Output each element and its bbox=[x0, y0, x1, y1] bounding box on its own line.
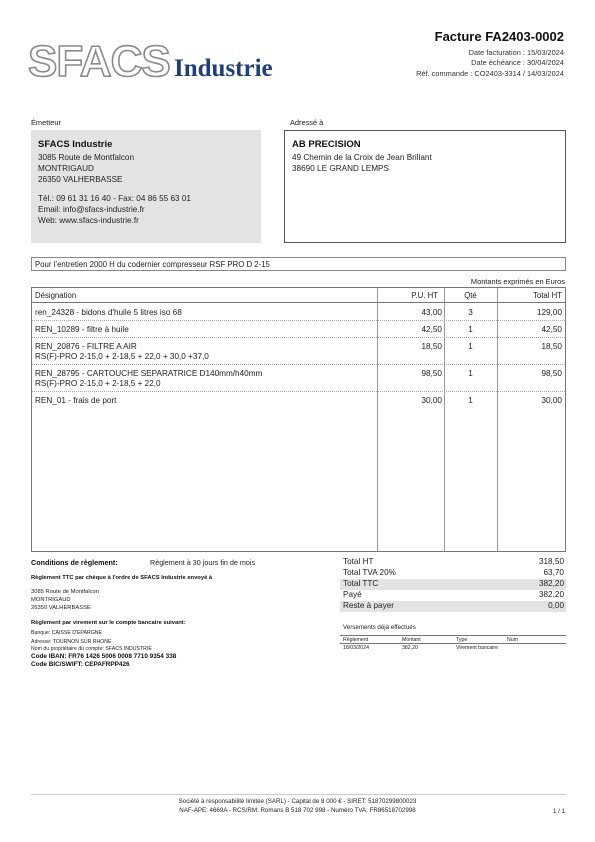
row-designation: REN_20876 - FILTRE A AIR bbox=[35, 342, 137, 351]
payment-terms: Règlement à 30 jours fin de mois bbox=[150, 558, 256, 567]
total-tva-row bbox=[340, 568, 566, 579]
table-row bbox=[32, 338, 565, 365]
row-unit-price: 30,00 bbox=[421, 396, 442, 405]
bic-code: Code BIC/SWIFT: CEPAFRPP426 bbox=[31, 661, 130, 668]
logo-word: Industrie bbox=[174, 55, 273, 82]
total-ttc-label: Total TTC bbox=[343, 579, 379, 588]
header-quantity: Qté bbox=[464, 291, 477, 300]
sender-name: SFACS Industrie bbox=[38, 139, 113, 150]
payments-header bbox=[340, 636, 566, 644]
currency-note: Montants exprimés en Euros bbox=[470, 277, 565, 286]
remaining-value: 0,00 bbox=[548, 601, 564, 610]
payment-date: 18/03/2024 bbox=[343, 645, 369, 651]
row-designation-detail: RS(F)-PRO 2-15,0 + 2-18,5 + 22,0 bbox=[35, 379, 161, 388]
invoice-date: Date facturation : 15/03/2024 bbox=[468, 48, 564, 57]
header-unit-price: P.U. HT bbox=[411, 291, 438, 300]
row-unit-price: 43,00 bbox=[421, 308, 442, 317]
row-unit-price: 98,50 bbox=[421, 369, 442, 378]
order-reference: Réf. commande : CO2403-3314 / 14/03/2024 bbox=[416, 69, 564, 78]
payment-type: Virement bancaire bbox=[456, 645, 499, 651]
sender-address: 3085 Route de Montfalcon bbox=[38, 153, 135, 162]
header-designation: Désignation bbox=[35, 291, 77, 300]
header-total: Total HT bbox=[532, 291, 562, 300]
payments-title: Versements déjà effectués bbox=[343, 624, 416, 631]
row-designation-detail: RS(F)-PRO 2-15,0 + 2-18,5 + 22,0 + 30,0 +37,0 bbox=[35, 352, 209, 361]
page-number: 1 / 1 bbox=[552, 808, 565, 815]
total-ht-value: 318,50 bbox=[538, 557, 564, 566]
payments-header-date: Règlement bbox=[343, 637, 369, 643]
recipient-address: 49 Chemin de la Croix de Jean Brillant bbox=[292, 153, 432, 162]
row-quantity: 1 bbox=[468, 342, 473, 351]
transfer-title: Règlement par virement sur le compte bancaire suivant: bbox=[31, 620, 186, 626]
payment-terms-label: Conditions de règlement: bbox=[31, 558, 118, 567]
remaining-row bbox=[340, 601, 566, 612]
sender-phone-fax: Tél.: 09 61 31 16 40 - Fax: 04 86 55 63 01 bbox=[38, 193, 191, 203]
sender-label: Émetteur bbox=[31, 118, 61, 127]
iban-code: Code IBAN: FR76 1426 5006 0008 7710 9354 338 bbox=[31, 653, 177, 660]
row-designation: REN_10289 - filtre à huile bbox=[35, 325, 129, 334]
row-total: 129,00 bbox=[536, 308, 562, 317]
table-row bbox=[32, 321, 565, 338]
payments-header-type: Type bbox=[456, 637, 468, 643]
row-total: 18,50 bbox=[541, 342, 562, 351]
items-table bbox=[31, 287, 566, 552]
invoice-title: Facture FA2403-0002 bbox=[434, 29, 564, 44]
total-tva-value: 63,70 bbox=[543, 568, 564, 577]
total-ht-label: Total HT bbox=[343, 557, 374, 566]
sender-zip-city: 26350 VALHERBASSE bbox=[38, 175, 123, 185]
footer-divider bbox=[31, 794, 566, 795]
row-designation: REN_28795 - CARTOUCHE SEPARATRICE D140mm/h40mm bbox=[35, 369, 263, 378]
table-row bbox=[32, 365, 565, 392]
totals-block bbox=[340, 557, 566, 612]
footer-legal-1: Société à responsabilité limitée (SARL) - Capital de 8 000 € - SIRET: 51870299800023 bbox=[178, 798, 417, 805]
row-unit-price: 42,50 bbox=[421, 325, 442, 334]
recipient-block bbox=[284, 130, 566, 243]
logo-mark: SFACS bbox=[28, 37, 170, 84]
footer-legal-2: NAF-APE: 4669A - RCS/RM: Romans B 518 702 998 - Numéro TVA: FR86518702998 bbox=[179, 807, 416, 814]
payment-row bbox=[340, 644, 566, 652]
row-total: 42,50 bbox=[541, 325, 562, 334]
bank-name: Banque: CAISSE D'EPARGNE bbox=[31, 630, 102, 636]
recipient-name: AB PRECISION bbox=[292, 139, 361, 150]
row-quantity: 1 bbox=[468, 325, 473, 334]
cheque-title: Règlement TTC par chèque à l'ordre de SFACS Industrie envoyé à bbox=[31, 575, 213, 581]
remaining-label: Reste à payer bbox=[343, 601, 394, 610]
total-ttc-value: 382,20 bbox=[538, 579, 564, 588]
total-ttc-row bbox=[340, 579, 566, 590]
table-header bbox=[32, 288, 565, 303]
total-tva-label: Total TVA 20% bbox=[343, 568, 396, 577]
sender-web: Web: www.sfacs-industrie.fr bbox=[38, 216, 139, 226]
due-date: Date échéance : 30/04/2024 bbox=[471, 58, 564, 67]
cheque-address-zip: 26350 VALHERBASSE bbox=[31, 605, 91, 611]
account-holder: Nom du propriétaire du compte: SFACS INDUSTRIE bbox=[31, 646, 152, 652]
row-unit-price: 18,50 bbox=[421, 342, 442, 351]
payments-header-amount: Montant bbox=[402, 637, 421, 643]
paid-value: 382,20 bbox=[538, 590, 564, 599]
table-row bbox=[32, 392, 565, 409]
row-quantity: 3 bbox=[468, 308, 473, 317]
bank-details bbox=[31, 630, 176, 669]
sender-city: MONTRIGAUD bbox=[38, 164, 94, 174]
payments-table bbox=[340, 635, 566, 652]
recipient-zip-city: 38690 LE GRAND LEMPS bbox=[292, 164, 389, 174]
payments-header-num: Num bbox=[507, 637, 518, 643]
row-total: 98,50 bbox=[541, 369, 562, 378]
cheque-address-city: MONTRIGAUD bbox=[31, 597, 71, 603]
cheque-address-street: 3085 Route de Montfalcon bbox=[31, 589, 100, 595]
recipient-label: Adressé à bbox=[290, 118, 324, 127]
company-logo bbox=[28, 34, 288, 84]
sender-block bbox=[31, 130, 261, 243]
paid-label: Payé bbox=[343, 590, 362, 599]
payment-amount: 382,20 bbox=[402, 645, 418, 651]
row-designation: ren_24328 - bidons d'huile 5 litres iso 68 bbox=[35, 308, 182, 317]
total-ht-row bbox=[340, 557, 566, 568]
paid-row bbox=[340, 590, 566, 601]
row-total: 30,00 bbox=[541, 396, 562, 405]
row-quantity: 1 bbox=[468, 369, 473, 378]
row-quantity: 1 bbox=[468, 396, 473, 405]
table-row bbox=[32, 304, 565, 321]
cheque-address bbox=[31, 588, 99, 612]
sender-email: Email: info@sfacs-industrie.fr bbox=[38, 204, 145, 214]
bank-address: Adresse: TOURNON SUR RHONE bbox=[31, 639, 112, 645]
row-designation: REN_01 - frais de port bbox=[35, 396, 117, 405]
invoice-subject: Pour l’entretien 2000 H du codernier compresseur RSF PRO D 2-15 bbox=[31, 257, 566, 271]
